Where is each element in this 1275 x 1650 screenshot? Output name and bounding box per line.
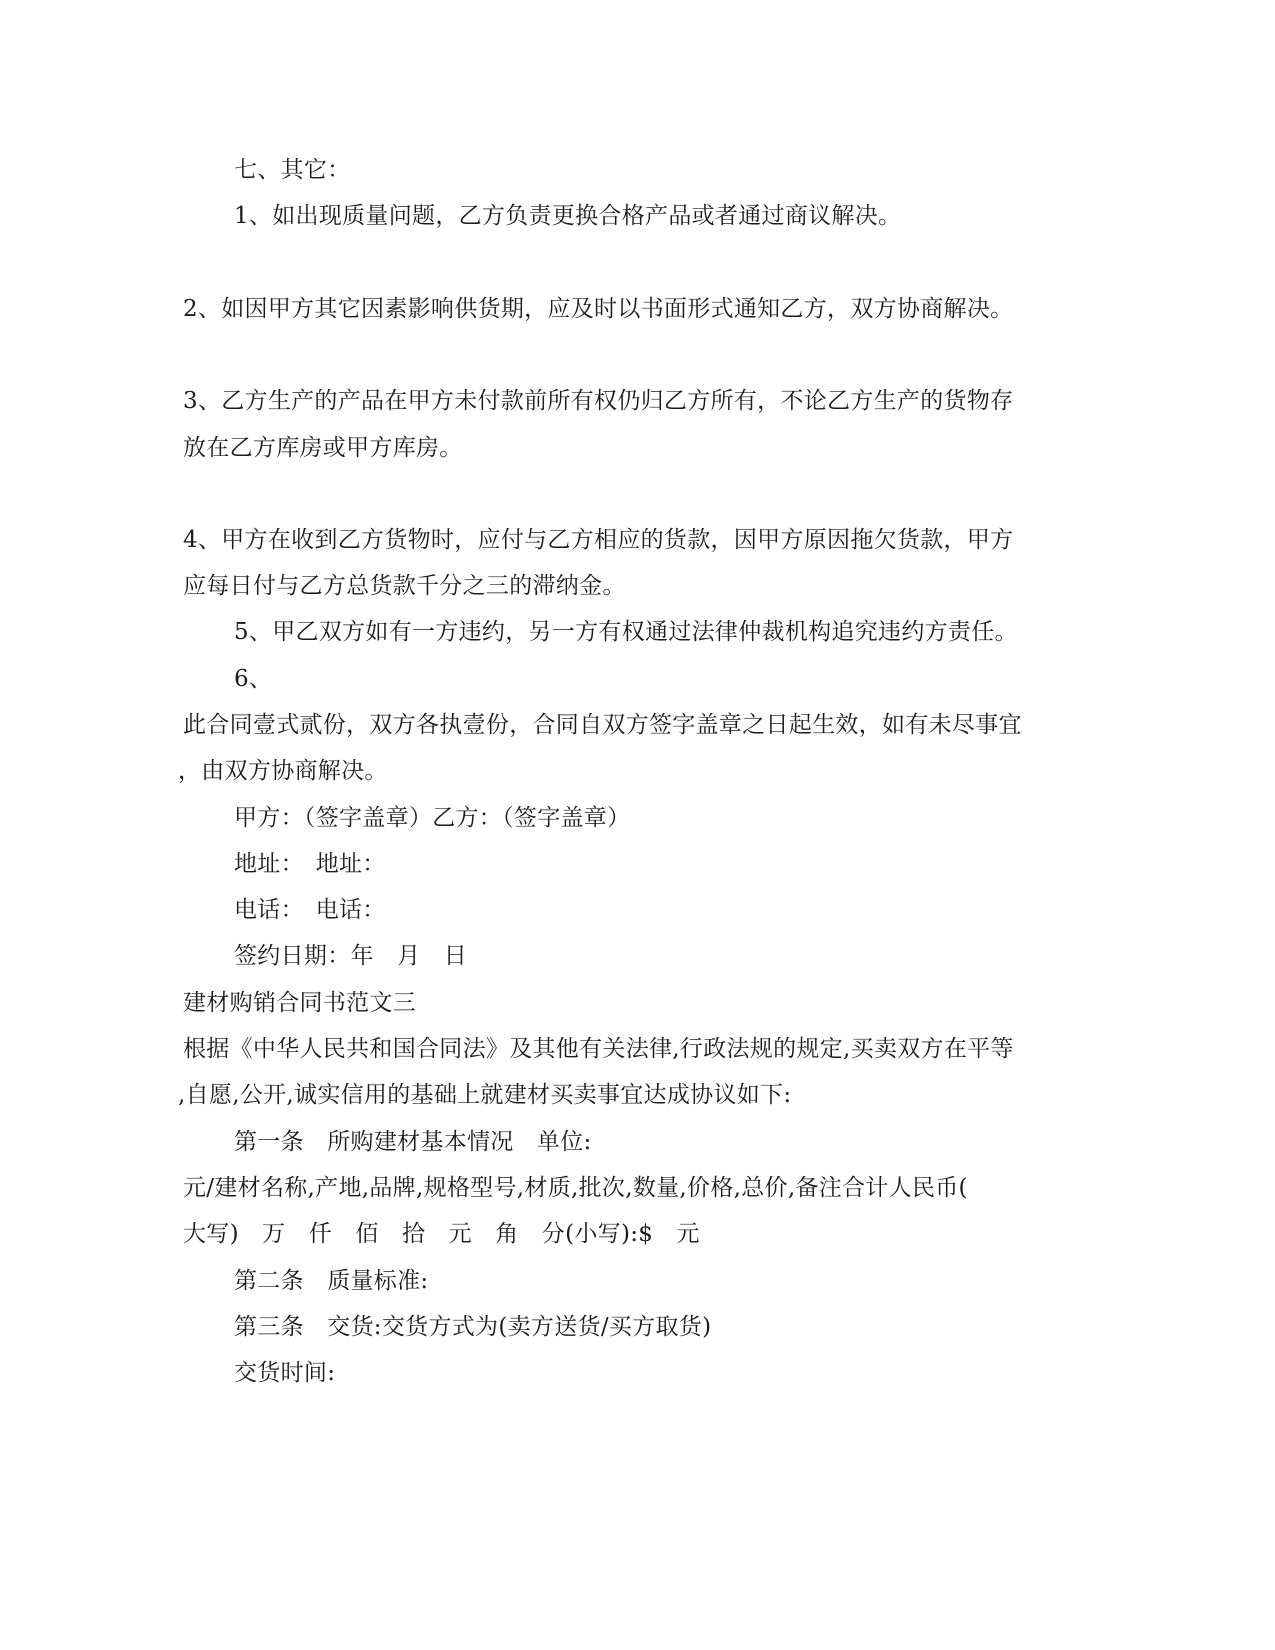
clause-5: 5、甲乙双方如有一方违约，另一方有权通过法律仲裁机构追究违约方责任。	[234, 619, 1018, 645]
clause-2: 2、如因甲方其它因素影响供货期，应及时以书面形式通知乙方，双方协商解决。	[183, 296, 1014, 322]
article-3-heading: 第三条 交货:交货方式为(卖方送货/买方取货)	[234, 1314, 712, 1340]
delivery-time-line: 交货时间:	[234, 1360, 336, 1386]
clause-6-number: 6、	[234, 666, 273, 692]
clause-3-line-2: 放在乙方库房或甲方库房。	[183, 435, 463, 461]
clause-6-line-2: ，由双方协商解决。	[178, 758, 388, 784]
article-1-line-1: 元/建材名称,产地,品牌,规格型号,材质,批次,数量,价格,总价,备注合计人民币(	[183, 1175, 968, 1201]
signing-date-line: 签约日期：年 月 日	[234, 943, 467, 969]
clause-1: 1、如出现质量问题，乙方负责更换合格产品或者通过商议解决。	[234, 203, 902, 229]
article-2-heading: 第二条 质量标准:	[234, 1268, 429, 1294]
clause-4-line-2: 应每日付与乙方总货款千分之三的滞纳金。	[183, 573, 626, 599]
clause-4-line-1: 4、甲方在收到乙方货物时，应付与乙方相应的货款，因甲方原因拖欠货款，甲方	[183, 527, 1014, 553]
preamble-line-1: 根据《中华人民共和国合同法》及其他有关法律,行政法规的规定,买卖双方在平等	[183, 1036, 1014, 1062]
article-1-heading: 第一条 所购建材基本情况 单位:	[234, 1129, 592, 1155]
clause-6-line-1: 此合同壹式贰份，双方各执壹份，合同自双方签字盖章之日起生效，如有未尽事宜	[183, 712, 1022, 738]
article-1-line-2: 大写) 万 仟 佰 拾 元 角 分(小写):$ 元	[183, 1221, 700, 1247]
address-line: 地址： 地址：	[234, 851, 386, 877]
section-heading-others: 七、其它：	[234, 157, 351, 183]
clause-3-line-1: 3、乙方生产的产品在甲方未付款前所有权仍归乙方所有，不论乙方生产的货物存	[183, 388, 1014, 414]
section-title-sample-three: 建材购销合同书范文三	[183, 990, 416, 1016]
signature-parties: 甲方：（签字盖章）乙方：（签字盖章）	[234, 805, 631, 831]
phone-line: 电话： 电话：	[234, 897, 386, 923]
preamble-line-2: ,自愿,公开,诚实信用的基础上就建材买卖事宜达成协议如下:	[178, 1082, 792, 1108]
